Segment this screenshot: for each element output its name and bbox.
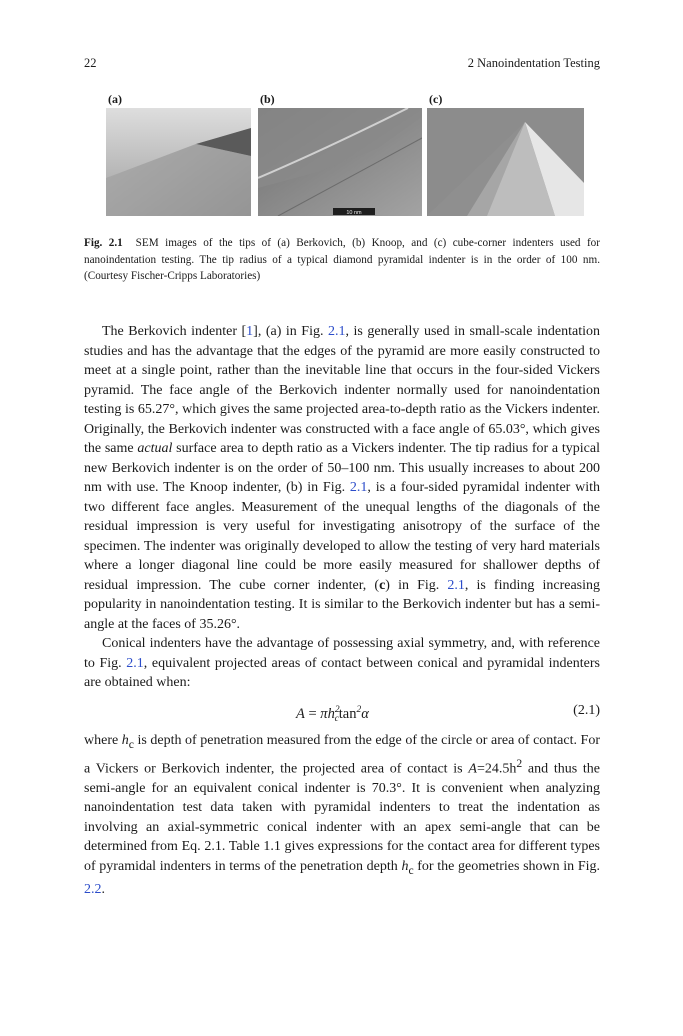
text-span: where: [84, 732, 122, 748]
berkovich-sem-image: [106, 108, 251, 216]
paragraph-conical: [84, 634, 600, 693]
panel-label-a: (a): [108, 92, 122, 106]
figure-link[interactable]: 2.2: [84, 882, 102, 898]
text-span: and thus the semi-angle for an equivalent conical indenter is 70.3°. It is convenient when analyzing nanoindentation test data taken with pyramidal indenters to treat the indentation as involving an axial-symmetric conical indenter with an apex semi-angle that can be determined from Eq. 2.1. Table 1.1 gives expressions for the contact area for different types of pyramidal indenters in terms of the penetration depth: [84, 761, 601, 874]
panel-label-b: (b): [260, 92, 275, 106]
figure-caption: [84, 235, 600, 285]
equation-body: [296, 701, 369, 730]
panel-label-c: (c): [429, 92, 443, 106]
eq-symbol: h: [327, 705, 335, 722]
eq-symbol: A: [296, 705, 305, 722]
running-title: 2 Nanoindentation Testing: [467, 56, 600, 70]
text-span: =24.5h: [476, 761, 517, 777]
text-span: ) in Fig.: [385, 577, 448, 593]
body-text: [84, 322, 600, 900]
equation-2-1: [84, 699, 600, 723]
eq-operator: =: [304, 705, 321, 722]
caption-label: Fig. 2.1: [84, 237, 123, 249]
emphasis-text: actual: [137, 441, 173, 456]
text-span: , is generally used in small-scale indentation studies and has the advantage that the edges of the pyramid are more easily constructed to meet at a single point, rather than the inevitable line that occurs in the four-sided Vickers pyramid. The face angle of the Berkovich indenter normally used for nanoindentation testing is 65.27°, which gives the same projected area-to-depth ratio as the Vickers indenter. Originally, the Berkovich indenter was constructed with a face angle of 65.03°, which gives the same: [84, 324, 600, 456]
math-superscript: 2: [516, 756, 523, 770]
math-subscript: c: [408, 863, 414, 877]
eq-symbol: α: [361, 705, 369, 722]
math-symbol: A: [468, 761, 477, 777]
paragraph-contact-area: [84, 731, 600, 900]
citation-link[interactable]: 1: [246, 324, 254, 339]
eq-subscript: c: [334, 714, 339, 725]
bold-text: c: [379, 577, 386, 593]
math-symbol: h: [401, 858, 409, 874]
caption-text: SEM images of the tips of (a) Berkovich, (b) Knoop, and (c) cube-corner indenters used for nanoindentation testing. The tip radius of a typical diamond pyramidal indenter is in the order of 100 nm. (Courtesy Fischer-Cripps Laboratories): [84, 237, 600, 282]
text-span: is depth of penetration measured from the edge of the circle or area of contact. For a Vickers or Berkovich indenter, the projected area of contact is: [84, 732, 600, 777]
figure-link[interactable]: 2.1: [126, 655, 144, 671]
text-span: .: [101, 882, 105, 898]
eq-superscript: 2: [334, 704, 340, 715]
eq-symbol: π: [320, 705, 328, 722]
text-span: , is a four-sided pyramidal indenter with two different face angles. Measurement of the unequal lengths of the diagonals of the residual impression is very useful for investigating anisotropy of the surface of the specimen. The indenter was originally developed to allow the testing of very hard materials where a longer diagonal line could be more easily measured for shallower depths of residual impression. The cube corner indenter, (: [84, 480, 601, 593]
equation-number: (2.1): [573, 702, 600, 718]
math-subscript: c: [128, 737, 134, 751]
knoop-sem-image: [258, 108, 422, 216]
figure-2-1: [106, 92, 590, 218]
page-number: 22: [84, 56, 97, 70]
figure-link[interactable]: 2.1: [349, 480, 368, 495]
math-symbol: h: [121, 732, 129, 748]
text-span: , equivalent projected areas of contact between conical and pyramidal indenters are obtained when:: [84, 655, 600, 690]
paragraph-berkovich: [84, 322, 600, 634]
text-span: The Berkovich indenter [: [102, 324, 247, 339]
text-span: Conical indenters have the advantage of possessing axial symmetry, and, with reference to Fig.: [84, 636, 600, 671]
text-span: for the geometries shown in Fig.: [413, 858, 600, 874]
scale-bar-label: 10 nm: [346, 210, 362, 216]
figure-link[interactable]: 2.1: [327, 324, 346, 339]
eq-function: tan: [338, 705, 357, 722]
text-span: ], (a) in Fig.: [253, 324, 328, 339]
text-span: surface area to depth ratio as a Vickers indenter. The tip radius for a typical new Berkovich indenter is on the order of 50–100 nm. This usually increases to about 200 nm with use. The Knoop indenter, (b) in Fig.: [84, 441, 600, 495]
eq-superscript: 2: [356, 704, 362, 715]
text-span: , is finding increasing popularity in nanoindentation testing. It is similar to the Berkovich indenter but has a semi-angle at the faces of 35.26°.: [84, 577, 600, 632]
figure-link[interactable]: 2.1: [447, 577, 465, 593]
cube-corner-sem-image: [427, 108, 584, 216]
